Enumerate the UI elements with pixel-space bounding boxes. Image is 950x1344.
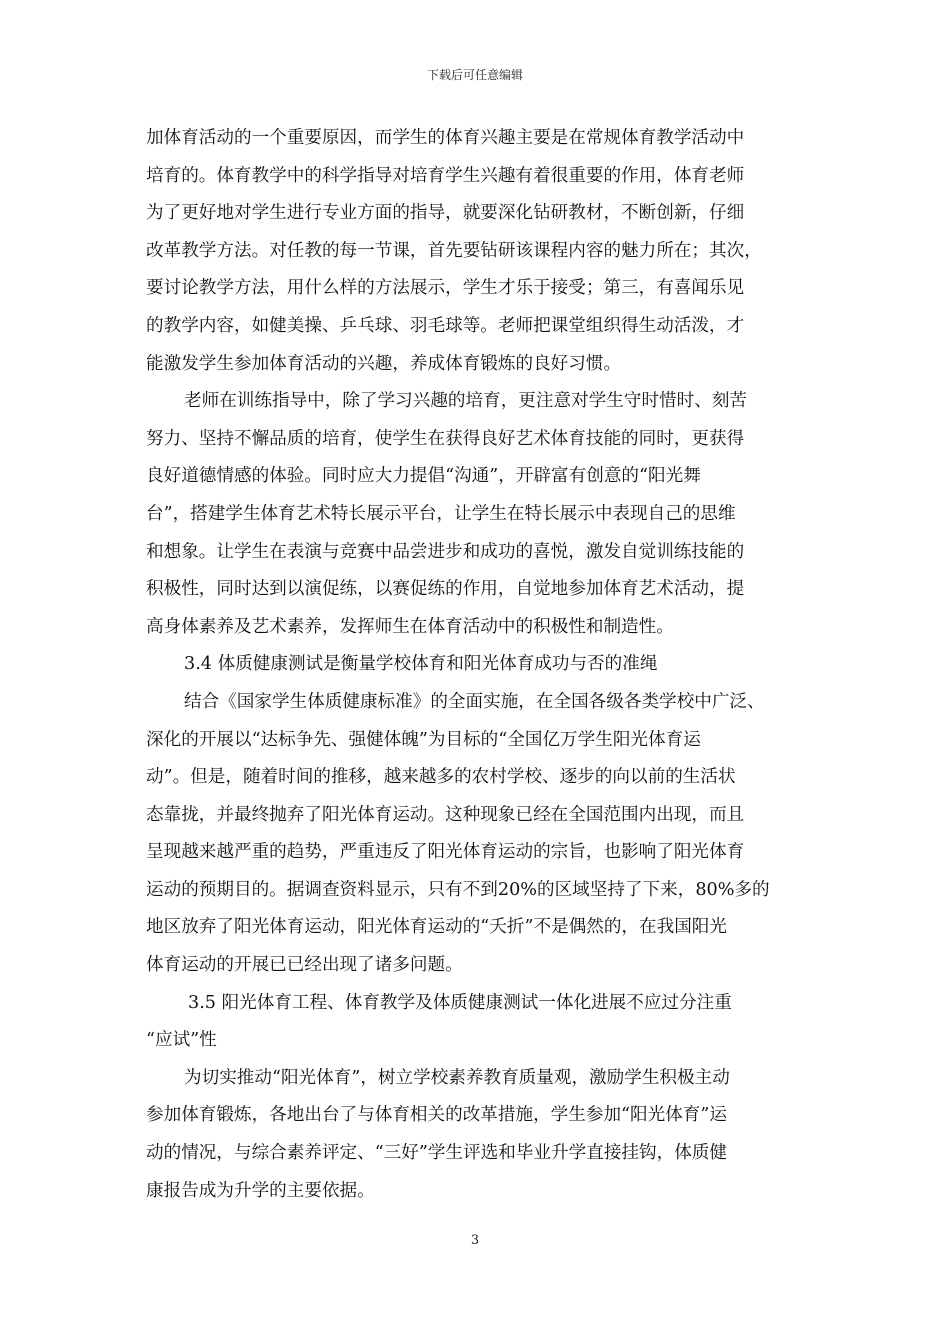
paragraph-teacher-guidance — [146, 383, 810, 646]
text-line: 和想象。让学生在表演与竞赛中品尝进步和成功的喜悦，激发自觉训练技能的 — [146, 541, 745, 562]
text-line: 运动的预期目的。据调查资料显示，只有不到20%的区域坚持了下来，80%多的 — [146, 879, 770, 900]
heading-line: 3.4 体质健康测试是衡量学校体育和阳光体育成功与否的准绳 — [184, 654, 658, 675]
text-line: 深化的开展以“达标争先、强健体魄”为目标的“全国亿万学生阳光体育运 — [146, 729, 701, 750]
text-line: 努力、坚持不懈品质的培育，使学生在获得良好艺术体育技能的同时，更获得 — [146, 428, 745, 449]
paragraph-continuation — [146, 120, 810, 383]
text-line: 积极性，同时达到以演促练，以赛促练的作用，自觉地参加体育艺术活动，提 — [146, 579, 745, 600]
text-line: 要讨论教学方法，用什么样的方法展示，学生才乐于接受；第三，有喜闻乐见 — [146, 278, 745, 299]
text-line: 为了更好地对学生进行专业方面的指导，就要深化钻研教材，不断创新，仔细 — [146, 203, 745, 224]
text-line: 高身体素养及艺术素养，发挥师生在体育活动中的积极性和制造性。 — [146, 616, 674, 637]
text-line: 能激发学生参加体育活动的兴趣，养成体育锻炼的良好习惯。 — [146, 353, 622, 374]
text-line: 康报告成为升学的主要依据。 — [146, 1180, 375, 1201]
page-number: 3 — [470, 1233, 480, 1248]
text-line: 加体育活动的一个重要原因，而学生的体育兴趣主要是在常规体育教学活动中 — [146, 128, 745, 148]
text-line: 良好道德情感的体验。同时应大力提倡“沟通”，开辟富有创意的“阳光舞 — [146, 466, 701, 487]
section-heading-3-4 — [146, 646, 810, 684]
text-line: 态靠拢，并最终抛弃了阳光体育运动。这种现象已经在全国范围内出现，而且 — [146, 804, 745, 825]
text-line: 参加体育锻炼，各地出台了与体育相关的改革措施，学生参加“阳光体育”运 — [146, 1105, 727, 1126]
section-heading-3-5 — [146, 985, 810, 1060]
text-line: 体育运动的开展已已经出现了诸多问题。 — [146, 955, 463, 976]
paragraph-sunshine-sports — [146, 1060, 810, 1210]
text-line: 培育的。体育教学中的科学指导对培育学生兴趣有着很重要的作用，体育老师 — [146, 165, 745, 186]
text-line: 为切实推动“阳光体育”，树立学校素养教育质量观，激励学生积极主动 — [184, 1067, 730, 1088]
text-line: 动的情况，与综合素养评定、“三好”学生评选和毕业升学直接挂钩，体质健 — [146, 1143, 727, 1164]
text-line: 结合《国家学生体质健康标准》的全面实施，在全国各级各类学校中广泛、 — [184, 691, 765, 712]
text-line: 地区放弃了阳光体育运动，阳光体育运动的“夭折”不是偶然的，在我国阳光 — [146, 917, 727, 938]
paragraph-health-standard — [146, 684, 810, 985]
text-line: 的教学内容，如健美操、乒乓球、羽毛球等。老师把课堂组织得生动活泼，才 — [146, 315, 745, 336]
text-line: 改革教学方法。对任教的每一节课，首先要钻研该课程内容的魅力所在；其次， — [146, 240, 762, 261]
page-header: 下载后可任意编辑 — [426, 68, 523, 82]
heading-line: 3.5 阳光体育工程、体育教学及体质健康测试一体化进展不应过分注重 — [188, 992, 732, 1013]
text-line: 动”。但是，随着时间的推移，越来越多的农村学校、逐步的向以前的生活状 — [146, 767, 736, 788]
heading-line: “应试”性 — [146, 1030, 217, 1051]
text-line: 老师在训练指导中，除了学习兴趣的培育，更注意对学生守时惜时、刻苦 — [184, 391, 748, 412]
document-body — [146, 120, 810, 1210]
text-line: 呈现越来越严重的趋势，严重违反了阳光体育运动的宗旨，也影响了阳光体育 — [146, 842, 745, 863]
text-line: 台”，搭建学生体育艺术特长展示平台，让学生在特长展示中表现自己的思维 — [146, 503, 736, 524]
